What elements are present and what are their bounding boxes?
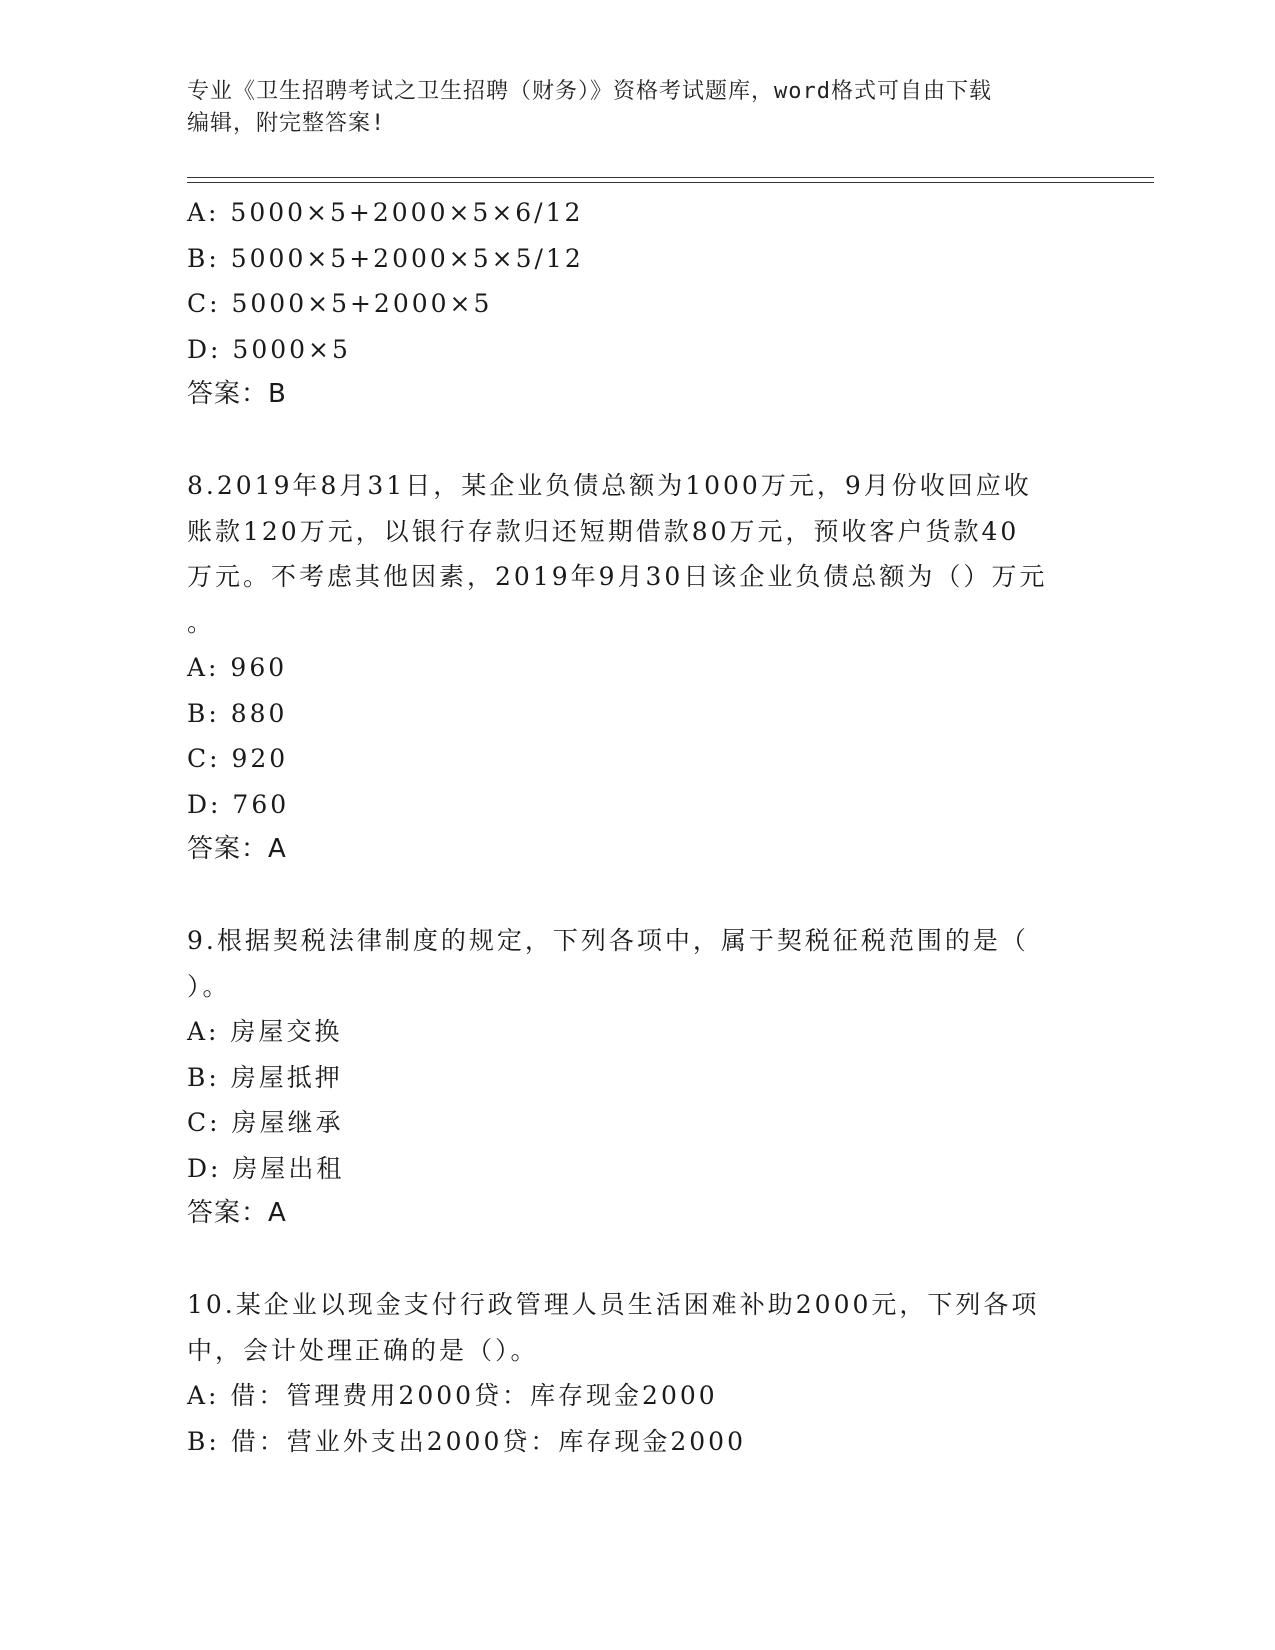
q9-option-a: A: 房屋交换 [187,1017,343,1046]
question-10 [187,1282,1087,1464]
q9-option-c: C: 房屋继承 [187,1108,344,1137]
q8-option-c: C: 920 [187,744,289,773]
header-line-1: 专业《卫生招聘考试之卫生招聘（财务）》资格考试题库，word格式可自由下载 [187,79,992,104]
q9-answer: 答案：A [187,1198,287,1228]
q8-answer: 答案：A [187,834,287,864]
q9-stem-line-2: ）。 [187,971,231,1001]
spacer [187,873,1087,919]
q10-option-b: B: 借：营业外支出2000贷：库存现金2000 [187,1426,746,1456]
q8-option-b: B: 880 [187,698,288,728]
q8-option-d: D: 760 [187,789,290,819]
q9-stem-line-1: 9.根据契税法律制度的规定，下列各项中，属于契税征税范围的是（ [187,926,1029,955]
q9-option-b: B: 房屋抵押 [187,1062,343,1092]
q9-option-d: D: 房屋出租 [187,1153,345,1183]
q8-stem-line-4: 。 [187,607,216,637]
question-9 [187,918,1087,1237]
q8-option-a: A: 960 [187,653,288,682]
q8-stem-line-3: 万元。不考虑其他因素，2019年9月30日该企业负债总额为（）万元 [187,562,1048,591]
q7-option-d: D: 5000×5 [187,334,351,364]
q7-answer: 答案：B [187,379,287,409]
header-divider [187,177,1154,183]
q8-stem-line-2: 账款120万元，以银行存款归还短期借款80万元，预收客户货款40 [187,516,1020,546]
question-7 [187,190,1087,418]
q8-stem-line-1: 8.2019年8月31日，某企业负债总额为1000万元，9月份收回应收 [187,471,1032,500]
q7-option-b: B: 5000×5+2000×5×5/12 [187,243,584,273]
q10-stem-line-2: 中，会计处理正确的是（）。 [187,1335,539,1365]
header-line-2: 编辑，附完整答案! [187,111,386,136]
q7-option-a: A: 5000×5+2000×5×6/12 [187,198,584,227]
question-content [187,190,1087,1464]
q10-stem-line-1: 10.某企业以现金支付行政管理人员生活困难补助2000元，下列各项 [187,1290,1040,1319]
spacer [187,418,1087,464]
q7-option-c: C: 5000×5+2000×5 [187,289,493,318]
document-header [187,76,1067,140]
spacer [187,1237,1087,1283]
question-8 [187,463,1087,873]
q10-option-a: A: 借：管理费用2000贷：库存现金2000 [187,1381,718,1410]
